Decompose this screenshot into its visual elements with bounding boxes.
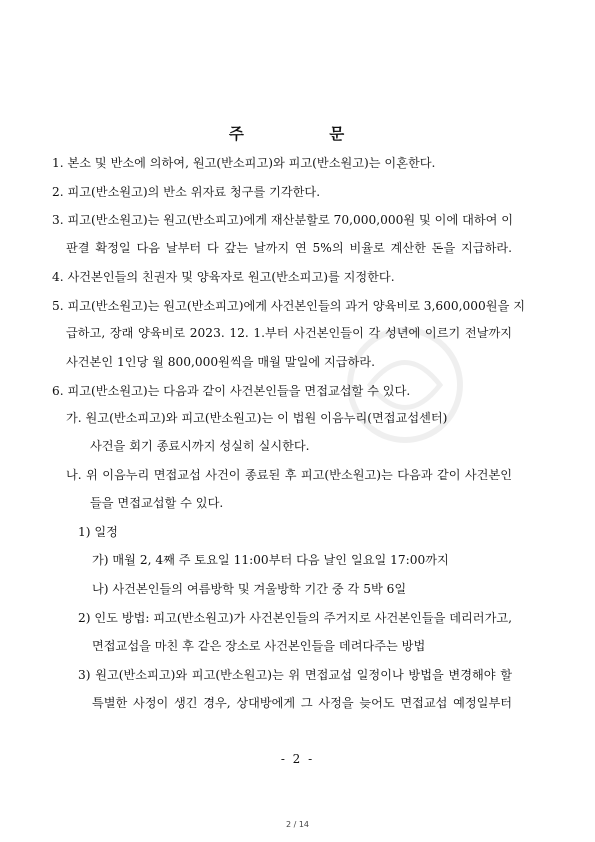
handover-method: 2) 인도 방법: 피고(반소원고)가 사건본인들의 주거지로 사건본인들을 데리러가고,	[78, 611, 512, 625]
order-item-6-ga: 가. 원고(반소피고)와 피고(반소원고)는 이 법원 이음누리(면접교섭센터)	[66, 411, 448, 425]
order-item-6: 6. 피고(반소원고)는 다음과 같이 사건본인들을 면접교섭할 수 있다.	[52, 384, 411, 398]
order-item-2: 2. 피고(반소원고)의 반소 위자료 청구를 기각한다.	[52, 185, 321, 199]
schedule-heading: 1) 일정	[78, 525, 118, 539]
order-item-4: 4. 사건본인들의 친권자 및 양육자로 원고(반소피고)를 지정한다.	[52, 270, 395, 284]
handover-method-continued: 면접교섭을 마친 후 같은 장소로 사건본인들을 데려다주는 방법	[92, 639, 426, 653]
order-item-1: 1. 본소 및 반소에 의하여, 원고(반소피고)와 피고(반소원고)는 이혼한다.	[52, 156, 436, 170]
order-item-5-continued-1: 급하고, 장래 양육비로 2023. 12. 1.부터 사건본인들이 각 성년에 이르기 전날까지	[66, 326, 512, 340]
order-item-5: 5. 피고(반소원고)는 원고(반소피고)에게 사건본인들의 과거 양육비로 3,600,000원을 지	[52, 299, 525, 313]
order-item-5-continued-2: 사건본인 1인당 월 800,000원씩을 매월 말일에 지급하라.	[66, 355, 375, 369]
page-number: - 2 -	[280, 752, 315, 766]
viewer-page-counter: 2 / 14	[285, 820, 310, 829]
schedule-change-clause-continued: 특별한 사정이 생긴 경우, 상대방에게 그 사정을 늦어도 면접교섭 예정일부터	[92, 696, 512, 710]
order-item-6-na: 나. 위 이음누리 면접교섭 사건이 종료된 후 피고(반소원고)는 다음과 같이 사건본인	[66, 468, 512, 482]
schedule-item-na: 나) 사건본인들의 여름방학 및 겨울방학 기간 중 각 5박 6일	[92, 582, 407, 596]
schedule-item-ga: 가) 매월 2, 4째 주 토요일 11:00부터 다음 날인 일요일 17:00까지	[92, 553, 449, 567]
order-item-3-continued: 판결 확정일 다음 날부터 다 갚는 날까지 연 5%의 비율로 계산한 돈을 지급하라.	[66, 241, 512, 255]
order-item-3: 3. 피고(반소원고)는 원고(반소피고)에게 재산분할로 70,000,000원 및 이에 대하여 이	[52, 213, 514, 227]
order-item-6-ga-continued: 사건을 회기 종료시까지 성실히 실시한다.	[90, 439, 310, 453]
schedule-change-clause: 3) 원고(반소피고)와 피고(반소원고)는 위 면접교섭 일정이나 방법을 변경해야 할	[78, 668, 512, 682]
order-title: 주 문	[228, 124, 385, 143]
order-item-6-na-continued: 들을 면접교섭할 수 있다.	[90, 496, 224, 510]
